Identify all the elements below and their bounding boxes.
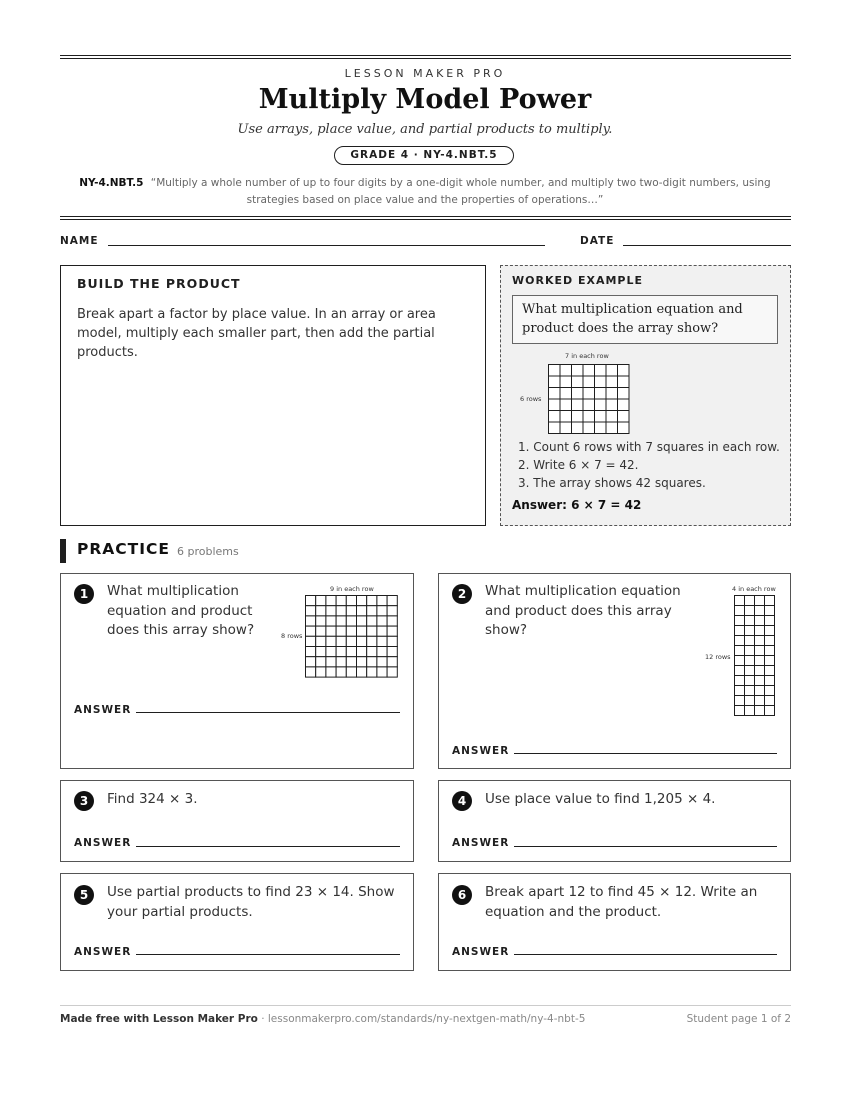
array-square xyxy=(560,388,572,400)
problem-text-1: What multiplication equation and product does this array show? xyxy=(107,583,255,638)
array-square xyxy=(745,606,755,616)
worked-example-question: What multiplication equation and product does the array show? xyxy=(512,295,778,344)
array-square xyxy=(572,411,584,423)
array-square xyxy=(377,636,387,646)
answer-label-1: ANSWER xyxy=(74,704,132,716)
array-square xyxy=(735,636,745,646)
array-square xyxy=(745,646,755,656)
array-square xyxy=(560,376,572,388)
problem-number-1: 1 xyxy=(74,584,94,604)
array-square xyxy=(549,422,561,434)
build-text: Break apart a factor by place value. In an array or area model, multiply each smaller part, then add the partial products. xyxy=(77,307,436,360)
array-square xyxy=(606,411,618,423)
answer-label-5: ANSWER xyxy=(74,946,132,958)
array-square xyxy=(336,667,346,677)
array-square xyxy=(755,626,765,636)
array-square xyxy=(326,647,336,657)
header-rule-top-2 xyxy=(60,58,791,59)
answer-line-4[interactable] xyxy=(514,846,777,847)
header-rule-top xyxy=(60,55,791,56)
array-square xyxy=(606,399,618,411)
array-square xyxy=(560,365,572,377)
footer-credit xyxy=(60,1013,585,1025)
array-square xyxy=(745,686,755,696)
array-square xyxy=(346,636,356,646)
array-square xyxy=(357,636,367,646)
practice-count: 6 problems xyxy=(177,545,239,558)
array-square xyxy=(306,667,316,677)
header-rule-bottom-2 xyxy=(60,219,791,220)
array-square xyxy=(326,636,336,646)
footer-url[interactable]: · lessonmakerpro.com/standards/ny-nextgen-math/ny-4-nbt-5 xyxy=(257,1013,586,1025)
array-square xyxy=(346,596,356,606)
array-square xyxy=(377,616,387,626)
problem-2-array-top-label: 4 in each row xyxy=(732,585,776,593)
problem-text-3: Find 324 × 3. xyxy=(107,791,198,807)
array-square xyxy=(765,696,775,706)
page-title: Multiply Model Power xyxy=(258,84,592,115)
array-square xyxy=(745,626,755,636)
array-square xyxy=(357,647,367,657)
worked-array-top-label: 7 in each row xyxy=(565,352,609,360)
worked-step-1: 1. Count 6 rows with 7 squares in each row. xyxy=(518,440,780,454)
problem-number-2: 2 xyxy=(452,584,472,604)
array-square xyxy=(572,365,584,377)
practice-heading: PRACTICE xyxy=(77,540,170,558)
brand-name: LESSON MAKER PRO xyxy=(344,67,506,80)
problem-text-6: Break apart 12 to find 45 × 12. Write an equation and the product. xyxy=(485,884,758,920)
array-square xyxy=(735,656,745,666)
array-square xyxy=(765,656,775,666)
array-square xyxy=(745,596,755,606)
array-square xyxy=(572,399,584,411)
worked-example-heading: WORKED EXAMPLE xyxy=(512,274,643,287)
array-square xyxy=(618,411,630,423)
footer-page-number: Student page 1 of 2 xyxy=(686,1013,791,1025)
array-square xyxy=(326,667,336,677)
array-square xyxy=(346,667,356,677)
array-square xyxy=(745,666,755,676)
array-square xyxy=(583,399,595,411)
problem-number-4: 4 xyxy=(452,791,472,811)
array-square xyxy=(326,626,336,636)
array-square xyxy=(735,706,745,716)
array-square xyxy=(326,606,336,616)
answer-line-6[interactable] xyxy=(514,954,777,955)
array-square xyxy=(755,686,765,696)
array-square xyxy=(367,667,377,677)
array-square xyxy=(336,657,346,667)
array-square xyxy=(765,676,775,686)
array-square xyxy=(735,686,745,696)
array-square xyxy=(387,667,397,677)
standard-text: “Multiply a whole number of up to four digits by a one-digit whole number, and multiply two two-digit numbers, using strategies based on place value and the properties of operations…” xyxy=(150,177,771,206)
array-square xyxy=(735,666,745,676)
array-square xyxy=(735,676,745,686)
array-square xyxy=(583,365,595,377)
array-square xyxy=(346,616,356,626)
array-square xyxy=(765,626,775,636)
answer-line-5[interactable] xyxy=(136,954,400,955)
array-square xyxy=(618,365,630,377)
array-square xyxy=(735,696,745,706)
array-square xyxy=(316,596,326,606)
array-square xyxy=(745,676,755,686)
array-square xyxy=(595,376,607,388)
array-square xyxy=(606,365,618,377)
array-square xyxy=(735,626,745,636)
array-square xyxy=(367,657,377,667)
problem-1-array xyxy=(305,595,398,678)
array-square xyxy=(735,616,745,626)
array-square xyxy=(755,646,765,656)
standard-description xyxy=(70,175,780,209)
array-square xyxy=(357,606,367,616)
array-square xyxy=(306,647,316,657)
problem-1-array-side-label: 8 rows xyxy=(281,632,303,640)
array-square xyxy=(316,616,326,626)
array-square xyxy=(549,376,561,388)
array-square xyxy=(765,596,775,606)
array-square xyxy=(306,657,316,667)
array-square xyxy=(336,636,346,646)
worked-example-answer: Answer: 6 × 7 = 42 xyxy=(512,498,642,512)
array-square xyxy=(387,657,397,667)
array-square xyxy=(735,606,745,616)
problem-number-3: 3 xyxy=(74,791,94,811)
problem-text-4: Use place value to find 1,205 × 4. xyxy=(485,791,716,807)
array-square xyxy=(377,606,387,616)
array-square xyxy=(572,388,584,400)
array-square xyxy=(595,399,607,411)
array-square xyxy=(583,411,595,423)
array-square xyxy=(595,388,607,400)
array-square xyxy=(606,376,618,388)
answer-label-3: ANSWER xyxy=(74,837,132,849)
array-square xyxy=(387,636,397,646)
page-subtitle: Use arrays, place value, and partial products to multiply. xyxy=(237,122,613,137)
array-square xyxy=(367,636,377,646)
array-square xyxy=(377,596,387,606)
array-square xyxy=(336,606,346,616)
array-square xyxy=(387,596,397,606)
answer-line-2[interactable] xyxy=(514,753,777,754)
array-square xyxy=(765,616,775,626)
footer-rule xyxy=(60,1005,791,1006)
worked-step-3: 3. The array shows 42 squares. xyxy=(518,476,706,490)
array-square xyxy=(755,606,765,616)
array-square xyxy=(618,388,630,400)
array-square xyxy=(336,626,346,636)
array-square xyxy=(367,647,377,657)
array-square xyxy=(765,636,775,646)
grade-badge: GRADE 4 · NY-4.NBT.5 xyxy=(334,146,514,165)
array-square xyxy=(357,626,367,636)
array-square xyxy=(735,596,745,606)
array-square xyxy=(387,606,397,616)
array-square xyxy=(745,656,755,666)
name-field[interactable] xyxy=(108,245,545,246)
array-square xyxy=(377,647,387,657)
problem-number-5: 5 xyxy=(74,885,94,905)
array-square xyxy=(367,596,377,606)
array-square xyxy=(377,657,387,667)
array-square xyxy=(357,616,367,626)
array-square xyxy=(336,596,346,606)
array-square xyxy=(618,422,630,434)
array-square xyxy=(618,376,630,388)
array-square xyxy=(572,422,584,434)
footer-made-with: Made free with Lesson Maker Pro xyxy=(60,1013,258,1025)
array-square xyxy=(306,626,316,636)
array-square xyxy=(346,657,356,667)
array-square xyxy=(560,422,572,434)
array-square xyxy=(560,411,572,423)
problem-text-5: Use partial products to find 23 × 14. Show your partial products. xyxy=(107,884,395,920)
array-square xyxy=(765,606,775,616)
array-square xyxy=(735,646,745,656)
array-square xyxy=(745,696,755,706)
problem-2-array-side-label: 12 rows xyxy=(705,653,731,661)
array-square xyxy=(316,606,326,616)
array-square xyxy=(316,647,326,657)
array-square xyxy=(549,388,561,400)
array-square xyxy=(549,411,561,423)
array-square xyxy=(755,676,765,686)
array-square xyxy=(326,616,336,626)
array-square xyxy=(606,422,618,434)
array-square xyxy=(583,388,595,400)
array-square xyxy=(572,376,584,388)
array-square xyxy=(755,636,765,646)
header-rule-bottom xyxy=(60,216,791,217)
array-square xyxy=(765,666,775,676)
array-square xyxy=(316,636,326,646)
array-square xyxy=(745,706,755,716)
array-square xyxy=(357,667,367,677)
array-square xyxy=(618,399,630,411)
array-square xyxy=(336,647,346,657)
array-square xyxy=(387,616,397,626)
array-square xyxy=(755,656,765,666)
standard-code: NY-4.NBT.5 xyxy=(79,177,144,189)
date-field[interactable] xyxy=(623,245,791,246)
answer-label-6: ANSWER xyxy=(452,946,510,958)
array-square xyxy=(745,616,755,626)
array-square xyxy=(306,606,316,616)
name-label: NAME xyxy=(60,235,99,247)
array-square xyxy=(326,596,336,606)
array-square xyxy=(560,399,572,411)
array-square xyxy=(367,616,377,626)
array-square xyxy=(583,376,595,388)
array-square xyxy=(765,706,775,716)
array-square xyxy=(306,596,316,606)
answer-line-3[interactable] xyxy=(136,846,400,847)
array-square xyxy=(377,667,387,677)
array-square xyxy=(357,657,367,667)
worked-example-steps xyxy=(518,438,780,492)
array-square xyxy=(336,616,346,626)
answer-label-2: ANSWER xyxy=(452,745,510,757)
array-square xyxy=(765,686,775,696)
array-square xyxy=(346,606,356,616)
array-square xyxy=(357,596,367,606)
answer-label-4: ANSWER xyxy=(452,837,510,849)
array-square xyxy=(549,399,561,411)
array-square xyxy=(745,636,755,646)
array-square xyxy=(755,706,765,716)
worked-step-2: 2. Write 6 × 7 = 42. xyxy=(518,458,639,472)
problem-text-2: What multiplication equation and product does this array show? xyxy=(485,583,681,638)
array-square xyxy=(595,422,607,434)
array-square xyxy=(377,626,387,636)
array-square xyxy=(316,667,326,677)
worked-array-side-label: 6 rows xyxy=(520,395,542,403)
worked-example-array xyxy=(548,364,630,434)
problem-1-array-top-label: 9 in each row xyxy=(330,585,374,593)
problem-2-array xyxy=(734,595,775,716)
array-square xyxy=(316,657,326,667)
array-square xyxy=(346,626,356,636)
array-square xyxy=(595,365,607,377)
problem-number-6: 6 xyxy=(452,885,472,905)
answer-line-1[interactable] xyxy=(136,712,400,713)
array-square xyxy=(316,626,326,636)
array-square xyxy=(326,657,336,667)
array-square xyxy=(595,411,607,423)
array-square xyxy=(306,636,316,646)
array-square xyxy=(755,596,765,606)
date-label: DATE xyxy=(580,235,615,247)
array-square xyxy=(367,626,377,636)
array-square xyxy=(367,606,377,616)
build-heading: BUILD THE PRODUCT xyxy=(77,276,241,291)
array-square xyxy=(306,616,316,626)
array-square xyxy=(387,626,397,636)
array-square xyxy=(755,666,765,676)
array-square xyxy=(765,646,775,656)
array-square xyxy=(755,616,765,626)
practice-accent-bar xyxy=(60,539,66,563)
array-square xyxy=(755,696,765,706)
array-square xyxy=(583,422,595,434)
array-square xyxy=(346,647,356,657)
array-square xyxy=(549,365,561,377)
array-square xyxy=(387,647,397,657)
array-square xyxy=(606,388,618,400)
